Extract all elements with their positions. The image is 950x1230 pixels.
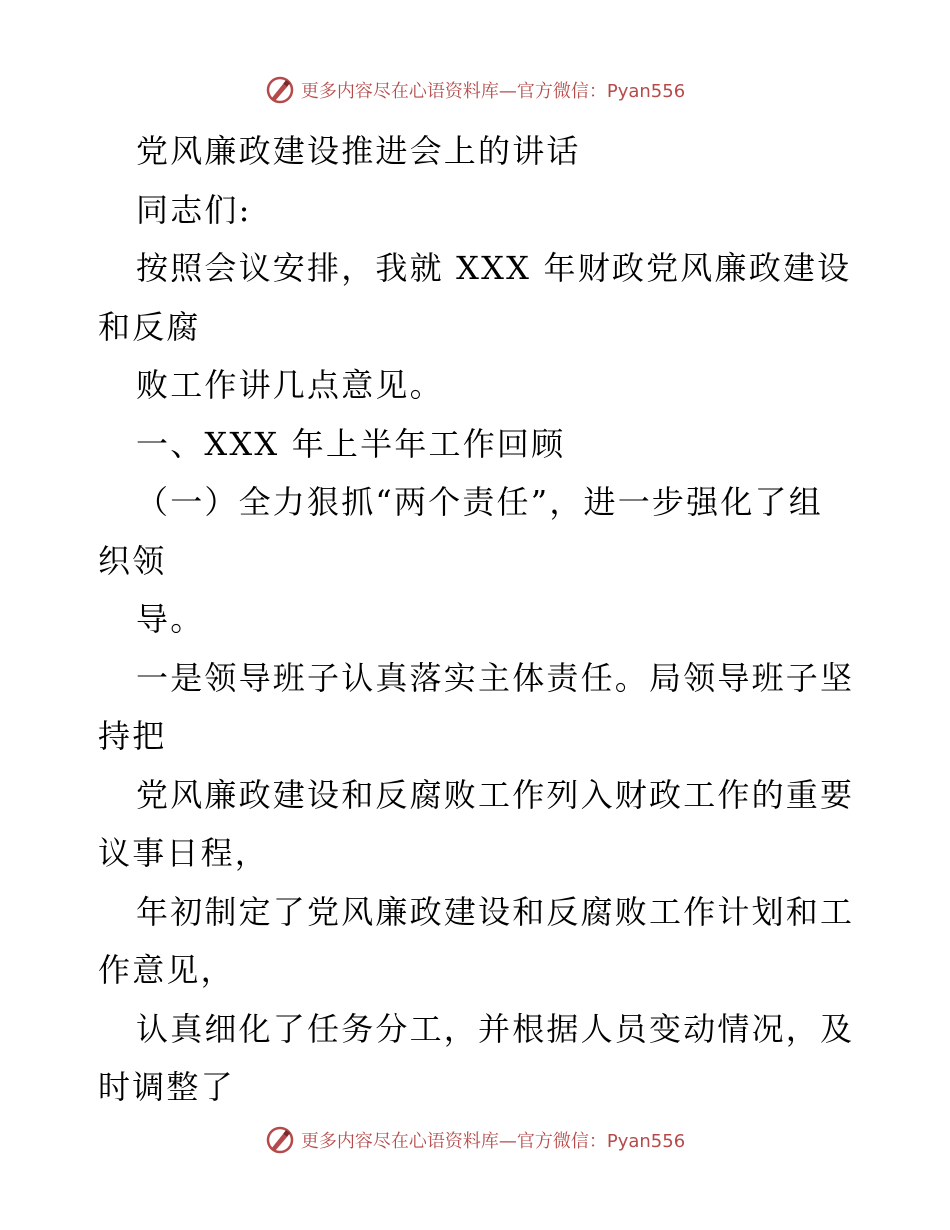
footer-watermark bbox=[0, 1120, 950, 1160]
pen-logo-icon bbox=[265, 75, 295, 105]
watermark-text: 更多内容尽在心语资料库—官方微信：Pyan556 bbox=[300, 81, 686, 102]
text-line: 认真细化了任务分工，并根据人员变动情况，及 bbox=[136, 1009, 855, 1048]
header-watermark bbox=[0, 70, 950, 110]
text-line: 议事日程， bbox=[98, 834, 270, 872]
text-line: 导。 bbox=[136, 600, 205, 638]
text-line: （一）全力狠抓“两个责任”，进一步强化了组 bbox=[136, 483, 823, 521]
text-line: 作意见， bbox=[98, 951, 235, 989]
watermark-text: 更多内容尽在心语资料库—官方微信：Pyan556 bbox=[300, 1131, 686, 1152]
text-line: 一是领导班子认真落实主体责任。局领导班子坚 bbox=[136, 658, 855, 697]
text-line: 时调整了 bbox=[98, 1068, 235, 1106]
text-line: 持把 bbox=[98, 717, 167, 755]
text-line: 同志们: bbox=[136, 190, 252, 229]
text-line: 败工作讲几点意见。 bbox=[136, 366, 444, 404]
text-line: 党风廉政建设和反腐败工作列入财政工作的重要 bbox=[136, 775, 855, 814]
text-line: 按照会议安排，我就 XXX 年财政党风廉政建设 bbox=[136, 249, 852, 287]
text-line: 年初制定了党风廉政建设和反腐败工作计划和工 bbox=[136, 892, 855, 931]
text-line: 织领 bbox=[98, 541, 167, 580]
pen-logo-icon bbox=[265, 1125, 295, 1155]
text-line: 和反腐 bbox=[98, 307, 201, 346]
document-body bbox=[98, 122, 858, 1117]
text-line: 党风廉政建设推进会上的讲话 bbox=[136, 132, 581, 170]
text-line: 一、XXX 年上半年工作回顾 bbox=[136, 424, 566, 463]
